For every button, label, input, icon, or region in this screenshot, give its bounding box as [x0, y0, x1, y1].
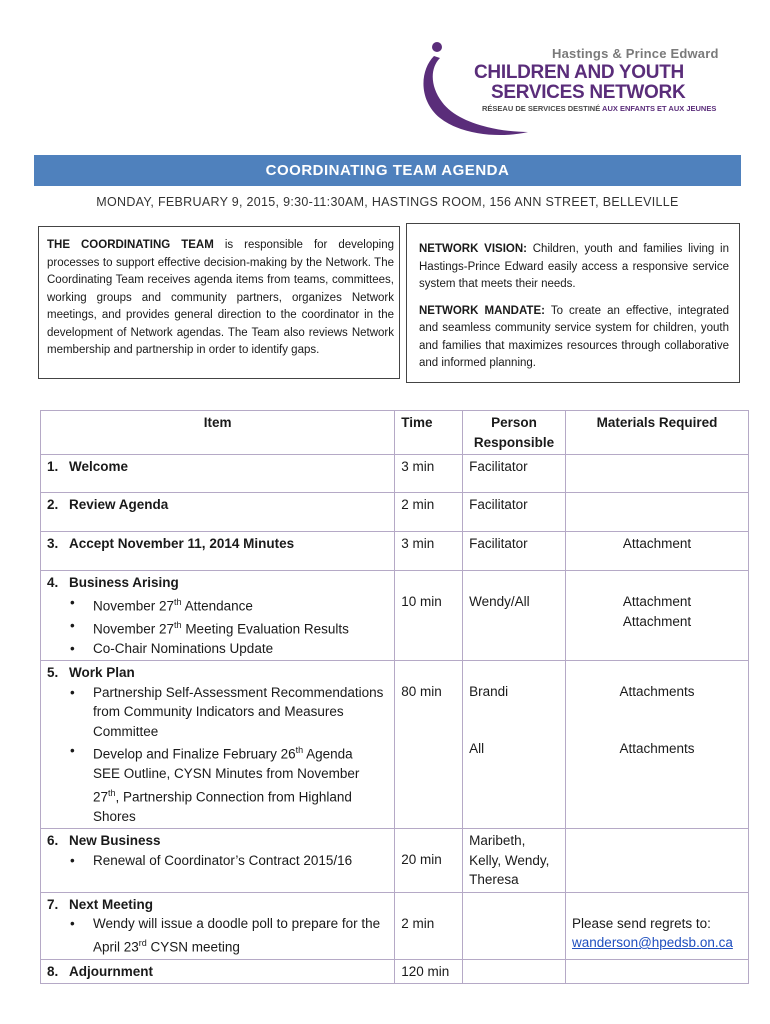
item-time: 80 min: [395, 661, 463, 829]
table-row: 4. Business Arising • November 27th Attendance • November 27th Meeting Evaluation Results • Co-Chair Nominations Update 10 min Wendy/All Attachment Attachment: [41, 571, 749, 661]
item-time: 10 min: [395, 571, 463, 661]
item-materials: Attachment: [566, 532, 749, 571]
item-title: Welcome: [69, 459, 129, 474]
list-item: • Renewal of Coordinator’s Contract 2015/16: [93, 851, 388, 871]
item-person: [463, 892, 566, 959]
coordinating-team-description: [38, 226, 400, 379]
item-person: Facilitator: [463, 493, 566, 532]
item-time: 3 min: [395, 532, 463, 571]
vision-label: NETWORK VISION:: [419, 243, 527, 255]
item-person: [463, 959, 566, 984]
item-person: Maribeth, Kelly, Wendy, Theresa: [463, 829, 566, 893]
agenda-title: COORDINATING TEAM AGENDA: [34, 155, 741, 186]
table-row: 3. Accept November 11, 2014 Minutes 3 min Facilitator Attachment: [41, 532, 749, 571]
item-materials: Please send regrets to: wanderson@hpedsb.on.ca: [566, 892, 749, 959]
coordinating-team-label: THE COORDINATING TEAM: [47, 239, 214, 251]
list-item: • Partnership Self-Assessment Recommendations from Community Indicators and Measures Committee: [93, 683, 388, 742]
table-row: 1. Welcome 3 min Facilitator: [41, 455, 749, 493]
item-materials: [566, 493, 749, 532]
item-time: 20 min: [395, 829, 463, 893]
meeting-details: MONDAY, FEBRUARY 9, 2015, 9:30-11:30AM, HASTINGS ROOM, 156 ANN STREET, BELLEVILLE: [96, 195, 679, 209]
item-bullets: [47, 914, 388, 957]
item-materials: Attachments Attachments: [566, 661, 749, 829]
item-materials: [566, 829, 749, 893]
network-logo: [418, 40, 728, 140]
item-bullets: [47, 683, 388, 827]
item-materials: Attachment Attachment: [566, 571, 749, 661]
regrets-email-link[interactable]: wanderson@hpedsb.on.ca: [572, 935, 733, 950]
item-person: Facilitator: [463, 455, 566, 493]
logo-french: RÉSEAU DE SERVICES DESTINÉ AUX ENFANTS ET AUX JEUNES: [482, 104, 717, 113]
table-row: 8. Adjournment 120 min: [41, 959, 749, 984]
item-time: 2 min: [395, 892, 463, 959]
mandate-label: NETWORK MANDATE:: [419, 304, 545, 317]
agenda-table: [40, 410, 749, 984]
mandate-text: To create an effective, integrated and seamless community service system for children, youth and families that maximizes resources through collaborative and informed planning.: [419, 304, 730, 369]
item-person: Facilitator: [463, 532, 566, 571]
header-item: Item: [41, 411, 395, 455]
list-item: • November 27th Attendance: [93, 593, 388, 616]
item-person: Brandi All: [463, 661, 566, 829]
item-title: Adjournment: [69, 963, 153, 979]
header-materials: Materials Required: [566, 411, 749, 455]
table-row: 2. Review Agenda 2 min Facilitator: [41, 493, 749, 532]
item-title: New Business: [69, 833, 161, 848]
item-title: Work Plan: [69, 665, 135, 680]
network-vision-mandate: [406, 223, 740, 383]
item-title: Next Meeting: [69, 896, 154, 912]
item-time: 3 min: [395, 455, 463, 493]
item-time: 2 min: [395, 493, 463, 532]
logo-line1: CHILDREN AND YOUTH: [474, 62, 684, 83]
logo-org-name: Hastings & Prince Edward: [552, 46, 719, 61]
item-materials: [566, 959, 749, 984]
item-time: 120 min: [395, 959, 463, 984]
item-bullets: [47, 593, 388, 659]
table-header-row: [41, 411, 749, 455]
header-time: Time: [395, 411, 463, 455]
table-row: 6. New Business • Renewal of Coordinator’s Contract 2015/16 20 min Maribeth, Kelly, Wendy, Theresa: [41, 829, 749, 893]
list-item: • Wendy will issue a doodle poll to prepare for the April 23rd CYSN meeting: [93, 914, 388, 957]
item-person: Wendy/All: [463, 571, 566, 661]
item-bullets: [47, 851, 388, 871]
item-title: Review Agenda: [69, 497, 169, 512]
item-materials: [566, 455, 749, 493]
header-person: Person Responsible: [463, 411, 566, 455]
table-row: 7. Next Meeting • Wendy will issue a doodle poll to prepare for the April 23rd CYSN meeting 2 min Please send regrets to: wanderson@hpedsb.on.ca: [41, 892, 749, 959]
item-title: Business Arising: [69, 575, 179, 590]
vision-text: Children, youth and families living in Hastings-Prince Edward easily access a responsive service system that meets their needs.: [419, 243, 729, 290]
list-item: • November 27th Meeting Evaluation Results: [93, 616, 388, 639]
list-item: • Co-Chair Nominations Update: [93, 639, 388, 659]
item-title: Accept November 11, 2014 Minutes: [69, 536, 295, 551]
table-row: 5. Work Plan • Partnership Self-Assessment Recommendations from Community Indicators and Measures Committee • Develop and Finalize February 26th Agenda SEE Outline, CYSN Minutes from November 27th, Partnership Connection from Highland Shores 80 min Brandi All Attachments Attachments: [41, 661, 749, 829]
coordinating-team-text: is responsible for developing processes to support effective decision-making by the Network. The Coordinating Team receives agenda items from teams, committees, working groups and community partners, organizes Network meetings, and provides general direction to the coordinator in the development of Network agendas. The Team also reviews Network membership and partnership in order to identify gaps.: [47, 239, 394, 356]
list-item: • Develop and Finalize February 26th Agenda SEE Outline, CYSN Minutes from November 27th, Partnership Connection from Highland Shores: [93, 741, 388, 826]
logo-line2: SERVICES NETWORK: [491, 82, 686, 103]
